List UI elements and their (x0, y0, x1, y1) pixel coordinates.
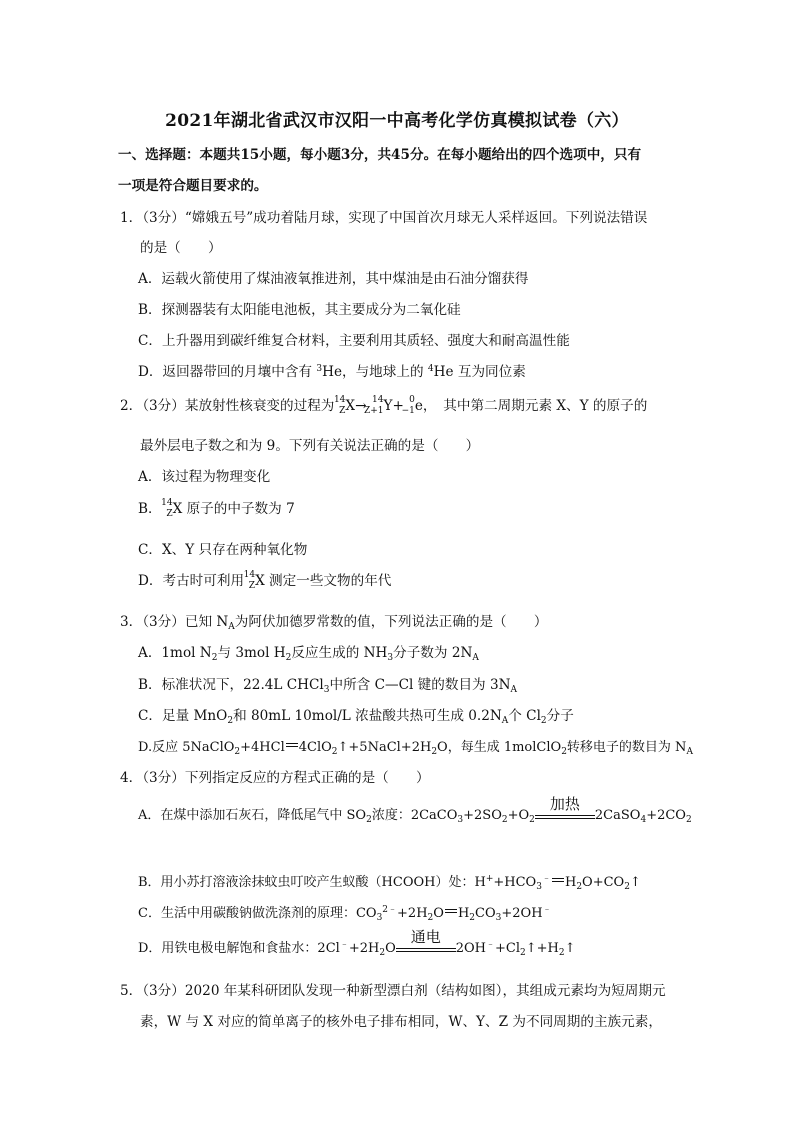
q2-particle-e (401, 395, 415, 416)
atomic-number: Z (339, 406, 346, 416)
q3-option-c (138, 706, 574, 726)
q4-d-s3: 2 (379, 948, 386, 958)
q4-b-t5: H (564, 875, 577, 890)
q4-a-t2: 浓度：2CaCO (371, 808, 458, 823)
q3-a-t6: 分子数为 2N (393, 645, 473, 661)
equals-line-top (535, 815, 595, 816)
q4-b-s4: ﹣ (541, 874, 551, 884)
q2-option-b (138, 499, 295, 519)
q4-d-s6: ﹣ (486, 940, 496, 950)
q3-d-t9: 转移电子的数目为 N (566, 740, 687, 755)
q3-c-s3: A (501, 716, 509, 726)
q4-c-t8: CO (475, 906, 496, 921)
q3-stem-sub: A (228, 622, 235, 632)
q1-d-sup-1: 3 (316, 364, 323, 374)
q4-option-b (138, 873, 641, 893)
charge-number: −1 (401, 406, 415, 416)
q2-b-nuclide (162, 499, 173, 519)
q4-c-t10: +2OH (501, 906, 543, 921)
q3-a-s5: 3 (387, 653, 394, 663)
q3-c-s5: 2 (540, 716, 547, 726)
q4-a-t10: +2CO (646, 808, 686, 823)
q3-option-a (138, 643, 479, 663)
reaction-condition-heating (535, 795, 595, 826)
q1-option-a: A．运载火箭使用了煤油液氧推进剂，其中煤油是由石油分馏获得 (138, 271, 529, 287)
q2-stem-line-2: 最外层电子数之和为 9。下列有关说法正确的是（ ） (140, 438, 480, 454)
q1-option-c: C．上升器用到碳纤维复合材料，主要利用其质轻、强度大和耐高温性能 (138, 333, 570, 349)
section-heading-line-2: 一项是符合题目要求的。 (118, 178, 268, 194)
q4-d-t5: 2OH (455, 941, 487, 956)
q4-d-t4: O (385, 941, 396, 956)
q4-a-t6: +O (507, 808, 530, 823)
q3-d-t7: O，每生成 1molClO (437, 740, 562, 755)
q3-c-t0: C．足量 MnO (138, 708, 228, 724)
q1-d-sup-2: 4 (427, 364, 434, 374)
q4-a-s1: 2 (366, 815, 372, 825)
atomic-number: Z (166, 509, 173, 519)
q2-b-label: B． (138, 501, 162, 517)
q4-a-s3: 3 (457, 815, 464, 825)
q4-a-s11: 2 (685, 815, 692, 825)
q3-c-t2: 和 80mL 10mol/L 浓盐酸共热可生成 0.2N (233, 708, 502, 724)
q2-nuclide-x (334, 396, 345, 416)
q2-nuclide-y (363, 395, 384, 416)
q3-c-t6: 分子 (546, 708, 574, 724)
q4-c-s1: 3 (376, 913, 383, 923)
q3-d-t5: ↑+5NaCl+2H (337, 740, 432, 755)
q2-symbol-y: Y+ (383, 398, 404, 414)
q4-d-t2: +2H (348, 941, 380, 956)
q2-symbol-e: e， (414, 398, 430, 414)
q4-d-t7: +Cl (495, 941, 521, 956)
q1-stem-line-2: 的是（ ） (140, 240, 222, 256)
q3-b-s1: 3 (323, 685, 330, 695)
q1-d-text-2: He，与地球上的 (322, 364, 428, 380)
q3-stem (120, 612, 547, 632)
q3-d-s10: A (686, 747, 693, 757)
equals-line-bottom (535, 818, 595, 819)
q4-d-s10: 2 (558, 948, 565, 958)
q3-d-s6: 2 (431, 747, 438, 757)
q2-b-text: X 原子的中子数为 7 (172, 501, 295, 517)
q3-option-d (138, 738, 693, 758)
q4-b-t2: +HCO (493, 875, 537, 890)
q2-stem-text: 2．（3分）某放射性核衰变的过程为 (120, 398, 335, 414)
q5-stem-line-1: 5．（3分）2020 年某科研团队发现一种新型漂白剂（结构如图），其组成元素均为短周期元 (120, 983, 666, 999)
q4-c-s11: ﹣ (542, 905, 552, 915)
q3-a-s3: 2 (285, 653, 292, 663)
q4-a-t0: A．在煤中添加石灰石，降低尾气中 SO (138, 808, 367, 823)
q4-option-a (138, 795, 692, 826)
q4-c-s9: 3 (495, 913, 502, 923)
q4-c-t3: +2H (397, 906, 428, 921)
q4-stem: 4．（3分）下列指定反应的方程式正确的是（ ） (120, 770, 430, 786)
q3-a-s7: A (472, 653, 479, 663)
q2-d-nuclide (244, 571, 255, 591)
mass-number: 0 (409, 395, 415, 405)
q2-d-label: D．考古时可利用 (138, 573, 245, 589)
q4-option-c (138, 904, 552, 924)
mass-number: 14 (161, 498, 173, 508)
q3-a-t4: 反应生成的 NH (291, 645, 388, 661)
q4-option-d (138, 928, 576, 959)
q4-c-s7: 2 (469, 913, 476, 923)
q2-option-d (138, 571, 391, 591)
q3-d-t2: +4HCl (240, 740, 285, 755)
q3-a-t0: A．1mol N (138, 645, 212, 661)
q1-option-d (138, 362, 526, 382)
section-heading-line-1: 一、选择题：本题共15小题，每小题3分，共45分。在每小题给出的四个选项中，只有 (118, 147, 642, 163)
q3-stem-text-2: 为阿伏加德罗常数的值，下列说法正确的是（ ） (234, 614, 548, 630)
q4-d-t0: D．用铁电极电解饱和食盐水：2Cl (138, 941, 340, 956)
mass-number: 14 (333, 395, 346, 405)
q3-d-t3: 4ClO (298, 740, 332, 755)
condition-label: 加热 (549, 795, 580, 813)
atomic-number: Z+1 (363, 406, 384, 416)
q4-c-s2: 2﹣ (382, 905, 398, 915)
equals-sign (552, 878, 564, 882)
q2-option-a: A．该过程为物理变化 (138, 469, 271, 485)
q2-stem-text-2: 其中第二周期元素 X、Y 的原子的 (429, 398, 648, 414)
q4-b-t9: ↑ (629, 875, 641, 890)
q4-b-s6: 2 (576, 882, 583, 892)
q3-option-b (138, 675, 517, 695)
q3-d-s4: 2 (331, 747, 338, 757)
q4-b-t0: B．用小苏打溶液涂抹蚊虫叮咬产生蚁酸（HCOOH）处：H (138, 875, 486, 890)
q4-c-t5: O (433, 906, 444, 921)
q4-a-s5: 2 (501, 815, 508, 825)
q3-d-s8: 2 (561, 747, 567, 757)
q3-b-t0: B．标准状况下，22.4L CHCl (138, 677, 324, 693)
q4-a-s7: 2 (529, 815, 535, 825)
q2-d-text: X 测定一些文物的年代 (255, 573, 392, 589)
equals-line-top (396, 948, 456, 949)
q2-option-c: C．X、Y 只存在两种氧化物 (138, 542, 308, 558)
q3-c-t4: 个 Cl (508, 708, 541, 724)
q4-a-t4: +2SO (463, 808, 502, 823)
exam-title: 2021年湖北省武汉市汉阳一中高考化学仿真模拟试卷（六） (165, 111, 629, 131)
q1-option-b: B．探测器装有太阳能电池板，其主要成分为二氧化硅 (138, 302, 461, 318)
q5-stem-line-2: 素，W 与 X 对应的简单离子的核外电子排布相同，W、Y、Z 为不同周期的主族元素， (140, 1014, 662, 1030)
q4-b-s3: 3 (536, 882, 542, 892)
condition-label: 通电 (410, 928, 441, 946)
reaction-condition-electrolysis (396, 928, 456, 959)
q3-b-t2: 中所含 C—Cl 键的数目为 3N (329, 677, 511, 693)
q1-d-text-1: D．返回器带回的月壤中含有 (138, 364, 317, 380)
q4-a-s9: 4 (640, 815, 647, 825)
mass-number: 14 (243, 570, 256, 580)
q3-d-s1: 2 (234, 747, 241, 757)
q3-a-s1: 2 (211, 653, 218, 663)
q3-c-s1: 2 (227, 716, 234, 726)
q4-b-s1: + (485, 874, 494, 884)
equals-sign (286, 743, 298, 747)
equals-sign (445, 909, 457, 913)
q4-b-s8: 2 (624, 882, 630, 892)
q4-c-s4: 2 (427, 913, 434, 923)
atomic-number: Z (248, 581, 256, 591)
q4-d-t11: ↑ (564, 941, 576, 956)
q4-b-t7: O+CO (582, 875, 625, 890)
q4-d-s1: ﹣ (339, 940, 349, 950)
mass-number: 14 (372, 395, 384, 405)
q2-symbol-x: X→ (345, 398, 367, 414)
q3-d-t0: D.反应 5NaClO (138, 740, 235, 755)
q3-b-s3: A (510, 685, 517, 695)
q4-c-t6: H (457, 906, 470, 921)
q4-c-t0: C．生活中用碳酸钠做洗涤剂的原理：CO (138, 906, 377, 921)
q2-stem-line-1 (120, 396, 647, 416)
q4-d-t9: ↑+H (525, 941, 559, 956)
q4-a-t8: 2CaSO (594, 808, 641, 823)
equals-line-bottom (396, 951, 456, 952)
q1-d-text-3: He 互为同位素 (433, 364, 526, 380)
q4-d-s8: 2 (520, 948, 526, 958)
q1-stem-line-1: 1．（3分）“嫦娥五号”成功着陆月球，实现了中国首次月球无人采样返回。下列说法错误 (120, 210, 648, 226)
q3-a-t2: 与 3mol H (217, 645, 286, 661)
q3-stem-text: 3．（3分）已知 N (120, 614, 229, 630)
